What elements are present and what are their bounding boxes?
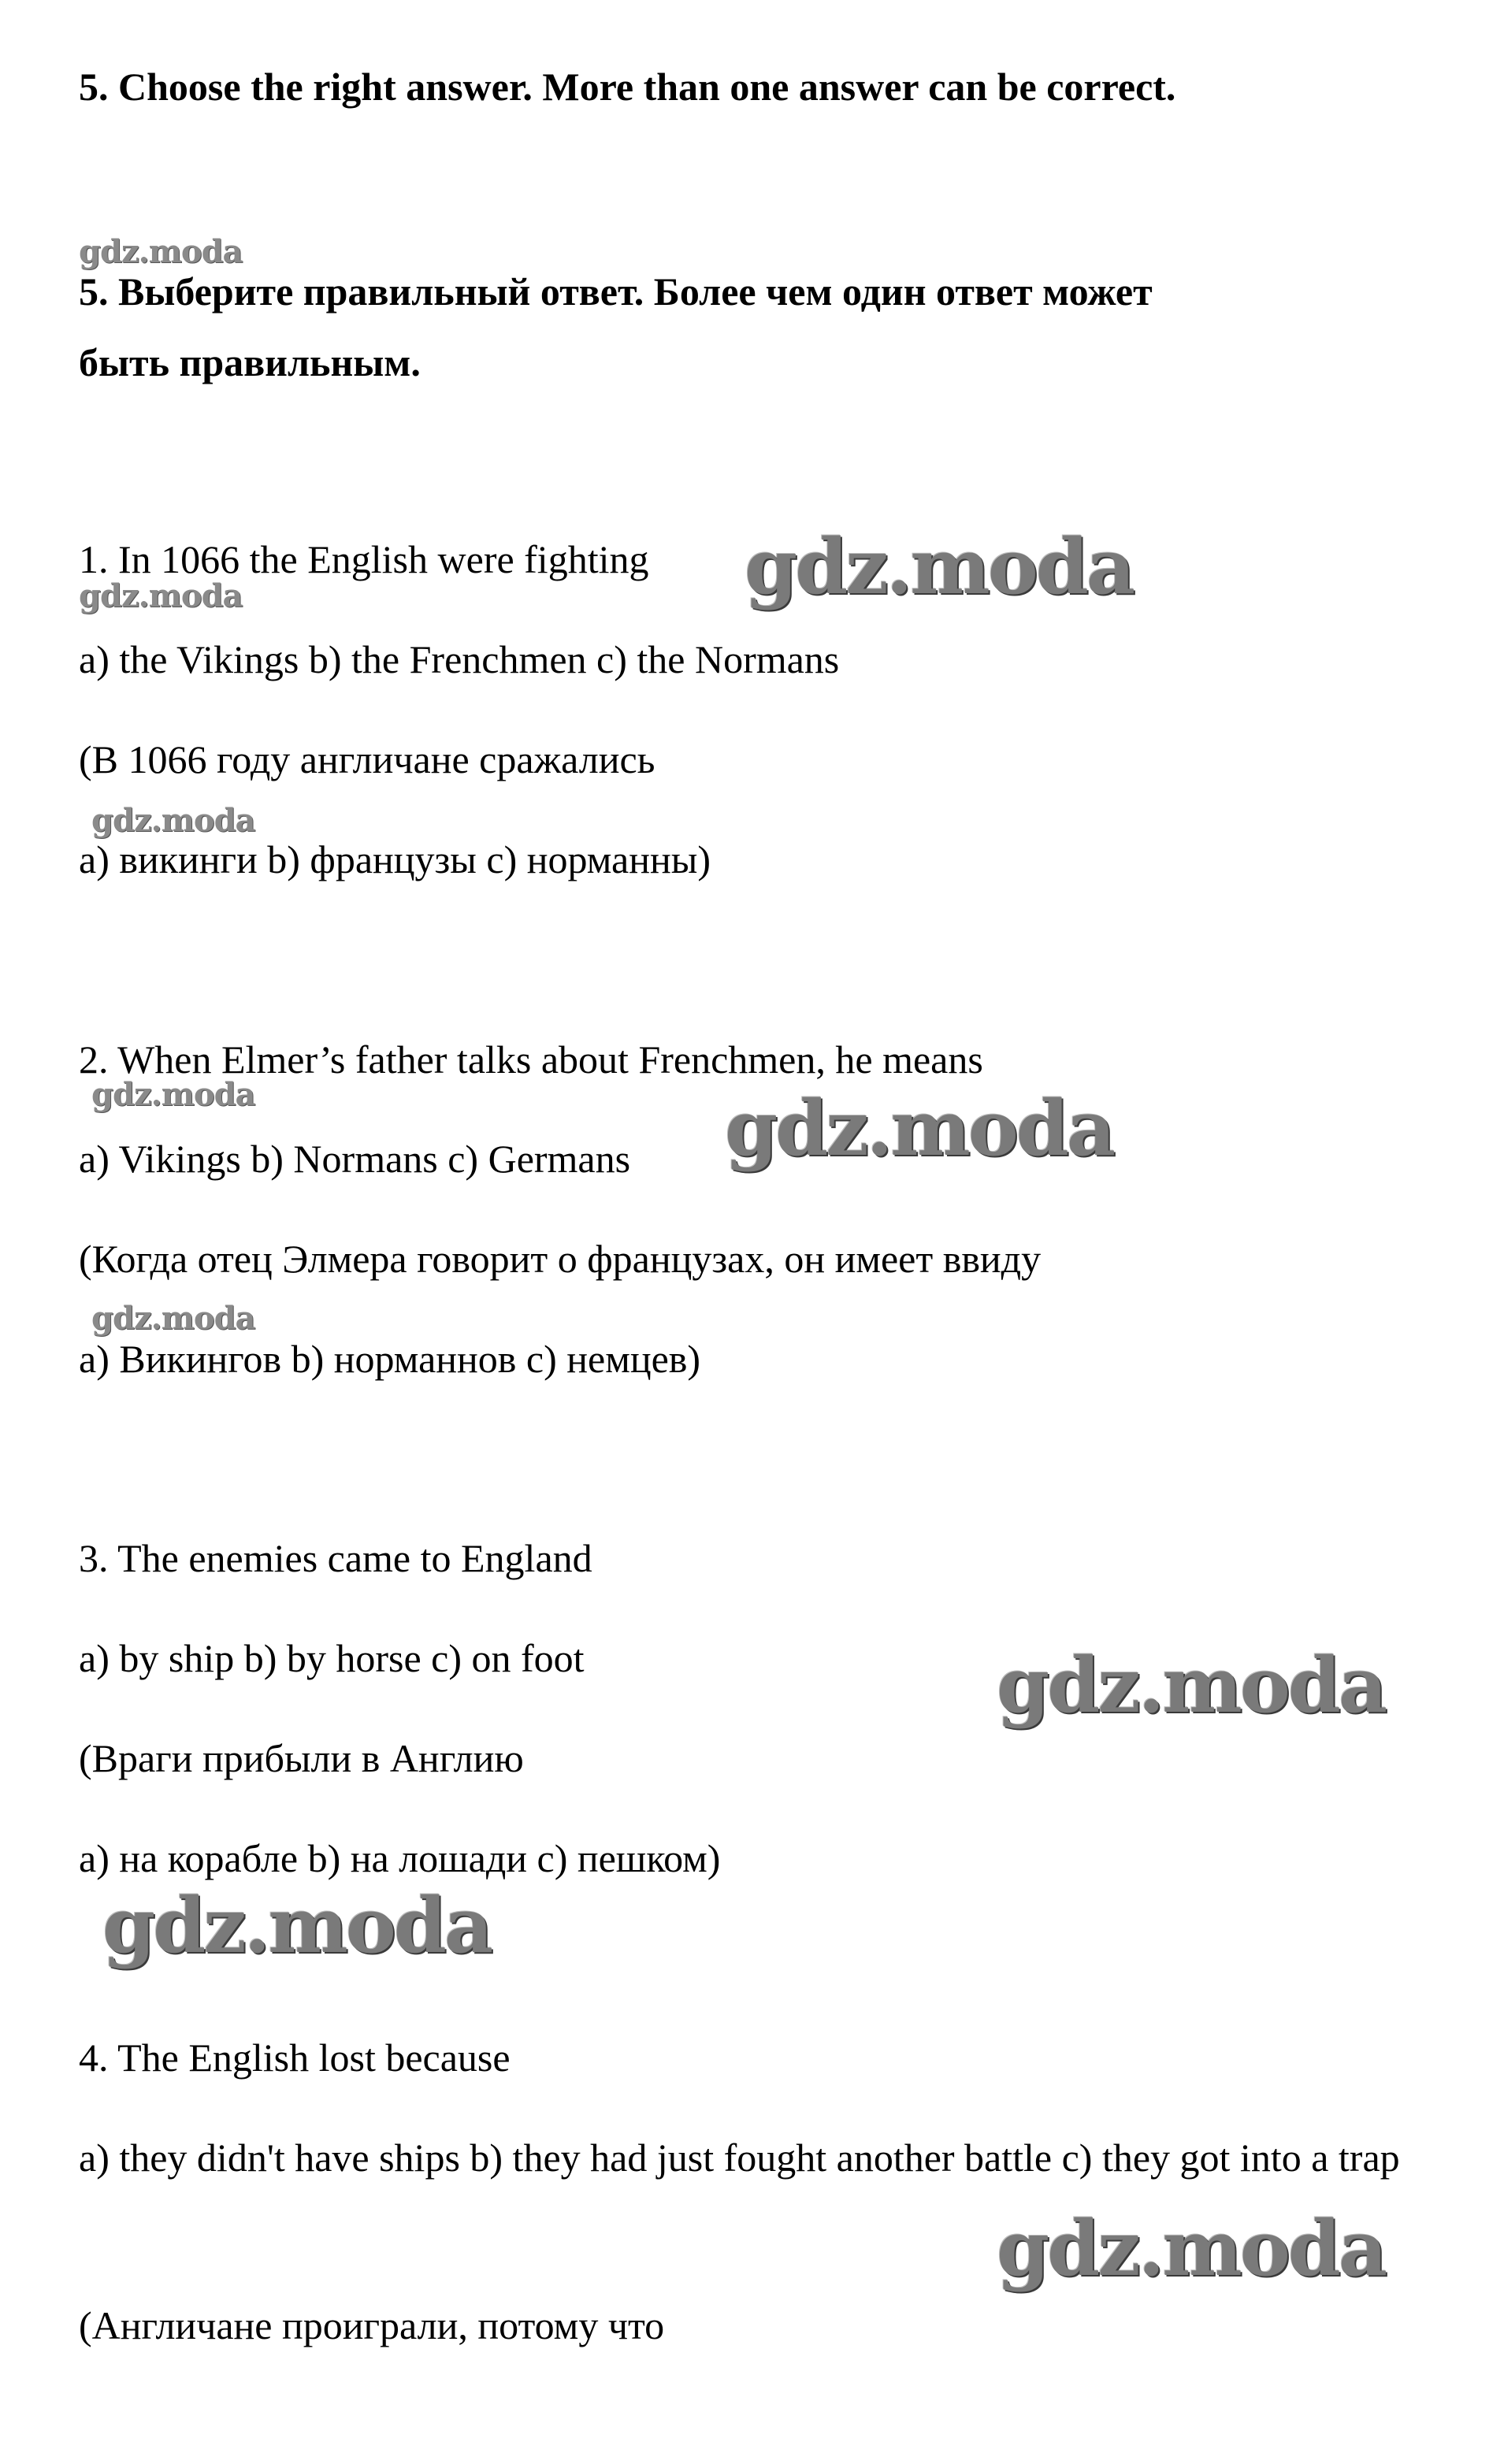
question-3: 3. The enemies came to England [79,1536,592,1580]
question-3-translation-options: a) на корабле b) на лошади c) пешком) [79,1836,721,1880]
question-2: 2. When Elmer’s father talks about Frenchmen, he means [79,1037,983,1082]
question-1-options: a) the Vikings b) the Frenchmen c) the Normans [79,637,840,681]
question-4-translation: (Англичане проиграли, потому что [79,2303,665,2347]
task-title-ru-line1: 5. Выберите правильный ответ. Более чем один ответ может [79,269,1153,314]
watermark-large: gdz.moda [745,522,1134,611]
watermark-small: gdz.moda [91,1076,255,1113]
question-4-options: a) they didn't have ships b) they had just fought another battle c) they got into a trap [79,2136,1400,2180]
question-2-translation-options: a) Викингов b) норманнов c) немцев) [79,1337,701,1381]
watermark-large: gdz.moda [997,1641,1386,1730]
watermark-small: gdz.moda [79,233,243,270]
watermark-large: gdz.moda [725,1084,1114,1173]
watermark-small: gdz.moda [79,577,243,614]
question-1-translation: (В 1066 году англичане сражались [79,737,655,781]
watermark-large: gdz.moda [102,1881,492,1970]
question-2-translation: (Когда отец Элмера говорит о французах, он имеет ввиду [79,1237,1042,1281]
question-4: 4. The English lost because [79,2035,511,2080]
watermark-small: gdz.moda [91,802,255,839]
task-title-ru-line2: быть правильным. [79,340,421,384]
question-3-translation: (Враги прибыли в Англию [79,1736,524,1780]
watermark-large: gdz.moda [997,2204,1386,2293]
watermark-small: gdz.moda [91,1300,255,1337]
question-1-translation-options: a) викинги b) французы c) норманны) [79,837,711,881]
question-2-options: a) Vikings b) Normans c) Germans [79,1137,631,1181]
question-1: 1. In 1066 the English were fighting [79,537,649,581]
question-3-options: a) by ship b) by horse c) on foot [79,1636,585,1680]
task-title-en: 5. Choose the right answer. More than one answer can be correct. [79,65,1176,109]
